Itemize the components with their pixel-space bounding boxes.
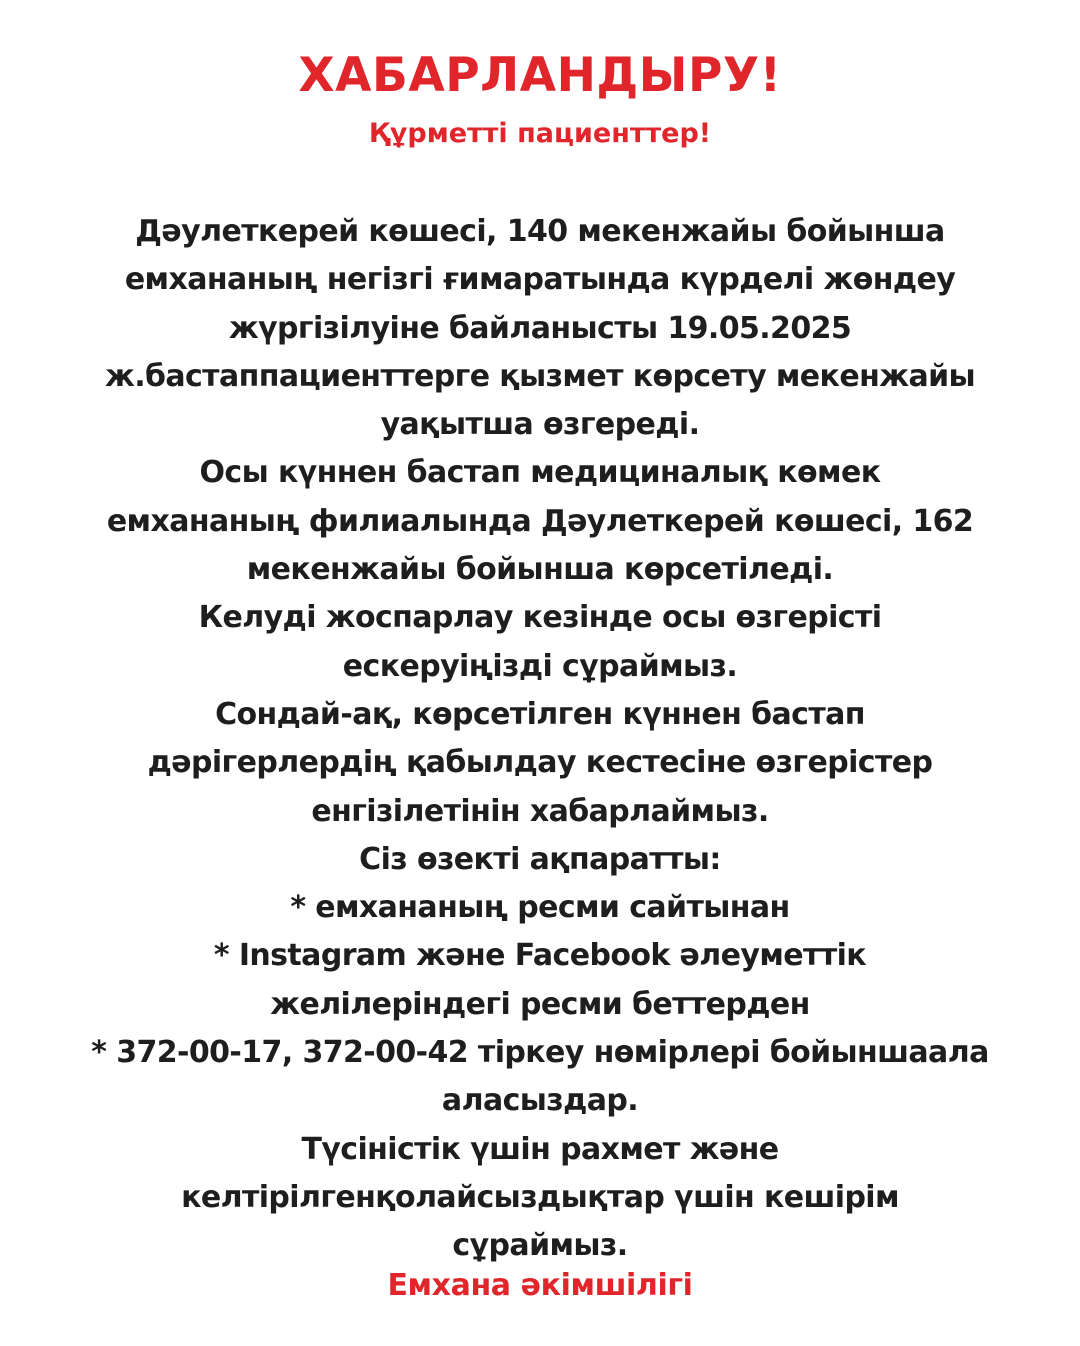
announcement-title: ХАБАРЛАНДЫРУ! xyxy=(298,48,782,103)
body-line: Осы күннен бастап медициналық көмек xyxy=(199,455,881,491)
body-line: * емхананың ресми сайтынан xyxy=(290,890,790,926)
signature: Емхана әкімшілігі xyxy=(387,1268,693,1303)
body-line: Түсіністік үшін рахмет және xyxy=(301,1131,779,1167)
body-line: аласыздар. xyxy=(441,1083,639,1119)
body-line: * 372-00-17, 372-00-42 тіркеу нөмірлері бойыншаала xyxy=(91,1035,989,1071)
body-line: келтірілгенқолайсыздықтар үшін кешірім xyxy=(181,1179,899,1215)
body-line: емхананың негізгі ғимаратында күрделі жөндеу xyxy=(124,262,956,298)
body-line: жүргізілуіне байланысты 19.05.2025 xyxy=(228,310,852,346)
body-line: Сіз өзекті ақпаратты: xyxy=(359,841,721,877)
body-line: емхананың филиалында Дәулеткерей көшесі, 162 xyxy=(106,503,974,539)
body-line: дәрігерлердің қабылдау кестесіне өзгерістер xyxy=(147,745,933,781)
body-line: желілеріндегі ресми беттерден xyxy=(270,986,810,1022)
body-line: сұраймыз. xyxy=(452,1228,628,1264)
body-line: Сондай-ақ, көрсетілген күннен бастап xyxy=(215,696,865,732)
announcement-body xyxy=(30,208,1050,1271)
body-line: ж.бастаппациенттерге қызмет көрсету мекенжайы xyxy=(104,358,976,394)
body-line: уақытша өзгереді. xyxy=(380,407,700,443)
body-line: мекенжайы бойынша көрсетіледі. xyxy=(246,552,834,588)
greeting: Құрметті пациенттер! xyxy=(368,118,712,149)
body-line: Келуді жоспарлау кезінде осы өзгерісті xyxy=(198,600,882,636)
body-line: енгізілетінін хабарлаймыз. xyxy=(311,793,769,829)
body-line: Дәулеткерей көшесі, 140 мекенжайы бойынша xyxy=(135,214,945,249)
body-line: ескеруіңізді сұраймыз. xyxy=(342,648,738,684)
body-line: * Instagram және Facebook әлеуметтік xyxy=(213,938,867,974)
